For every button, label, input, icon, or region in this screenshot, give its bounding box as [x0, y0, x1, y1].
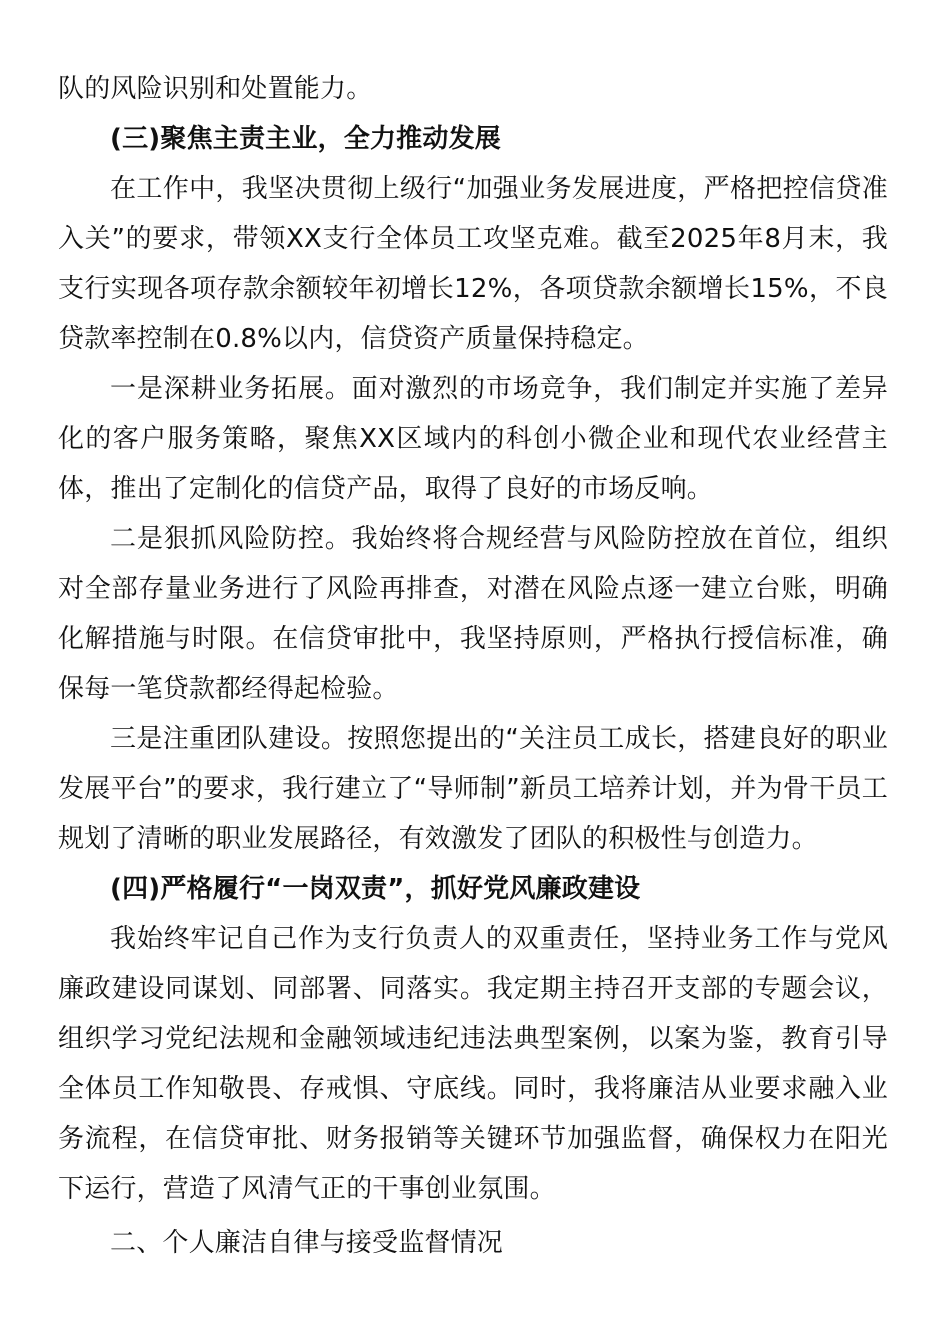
- paragraph-integrity-construction: 我始终牢记自己作为支行负责人的双重责任，坚持业务工作与党风廉政建设同谋划、同部署、同落实。我定期主持召开支部的专题会议，组织学习党纪法规和金融领域违纪违法典型案例，以案为鉴，教育引导全体员工作知敬畏、存戒惧、守底线。同时，我将廉洁从业要求融入业务流程，在信贷审批、财务报销等关键环节加强监督，确保权力在阳光下运行，营造了风清气正的干事创业氛围。: [58, 924, 888, 1204]
- heading-dual-responsibility: (四)严格履行“一岗双责”，抓好党风廉政建设: [110, 874, 641, 904]
- paragraph-risk-control: 二是狠抓风险防控。我始终将合规经营与风险防控放在首位，组织对全部存量业务进行了风险再排查，对潜在风险点逐一建立台账，明确化解措施与时限。在信贷审批中，我坚持原则，严格执行授信标准，确保每一笔贷款都经得起检验。: [58, 524, 888, 704]
- paragraph-business-results: 在工作中，我坚决贯彻上级行“加强业务发展进度，严格把控信贷准入关”的要求，带领XX支行全体员工攻坚克难。截至2025年8月末，我支行实现各项存款余额较年初增长12%，各项贷款余额增长15%，不良贷款率控制在0.8%以内，信贷资产质量保持稳定。: [58, 174, 888, 354]
- section-title-self-discipline: 二、个人廉洁自律与接受监督情况: [110, 1228, 504, 1258]
- paragraph-team-building: 三是注重团队建设。按照您提出的“关注员工成长，搭建良好的职业发展平台”的要求，我行建立了“导师制”新员工培养计划，并为骨干员工规划了清晰的职业发展路径，有效激发了团队的积极性与创造力。: [58, 724, 888, 854]
- document-page: [58, 64, 888, 1268]
- paragraph-continuation: 队的风险识别和处置能力。: [58, 74, 373, 104]
- paragraph-business-expansion: 一是深耕业务拓展。面对激烈的市场竞争，我们制定并实施了差异化的客户服务策略，聚焦XX区域内的科创小微企业和现代农业经营主体，推出了定制化的信贷产品，取得了良好的市场反响。: [58, 374, 888, 504]
- heading-focus-main-business: (三)聚焦主责主业，全力推动发展: [110, 124, 501, 154]
